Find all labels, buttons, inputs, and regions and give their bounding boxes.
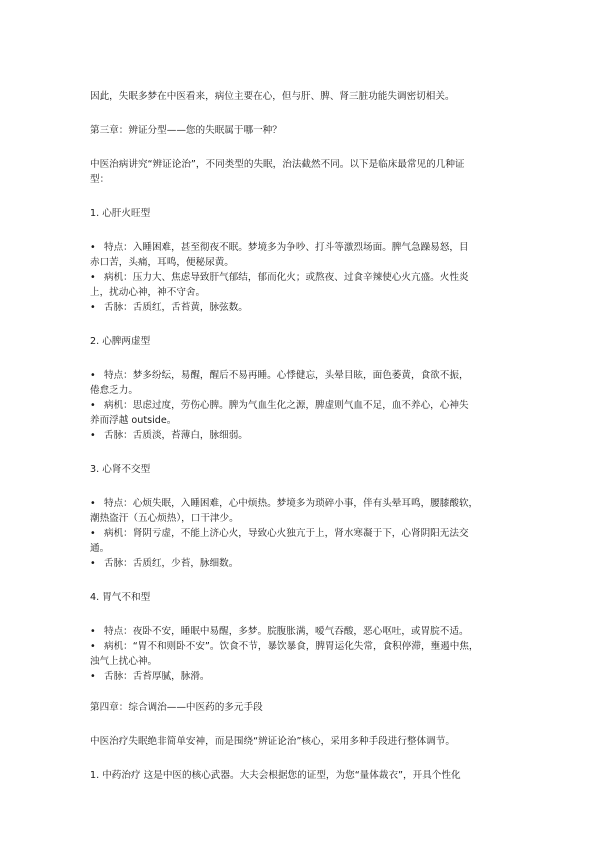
paragraph-intro: 因此，失眠多梦在中医看来，病位主要在心，但与肝、脾、肾三脏功能失调密切相关。 <box>90 91 455 102</box>
type1-feature: • 特点：入睡困难，甚至彻夜不眠。梦境多为争吵、打斗等激烈场面。脾气急躁易怒，目 <box>90 242 469 253</box>
type4-heading: 4. 胃气不和型 <box>90 592 151 603</box>
type2-tongue-pulse: • 舌脉：舌质淡，苔薄白，脉细弱。 <box>90 430 248 441</box>
document-page <box>90 89 510 783</box>
type2-pathogenesis: • 病机：思虑过度，劳伤心脾。脾为气血生化之源，脾虚则气血不足，血不养心，心神失 <box>90 400 469 411</box>
bullet-icon: • <box>90 302 96 313</box>
type2-list <box>90 368 510 443</box>
type4-pathogenesis-cont: 浊气上扰心神。 <box>90 656 158 667</box>
type3-feature: • 特点：心烦失眠，入睡困难，心中烦热。梦境多为琐碎小事，伴有头晕耳鸣，腰膝酸软， <box>90 498 479 509</box>
bullet-icon: • <box>90 626 96 637</box>
bullet-icon: • <box>90 671 96 682</box>
chapter3-intro <box>90 157 510 187</box>
type4-tongue-pulse: • 舌脉：舌苔厚腻，脉滑。 <box>90 671 210 682</box>
type3-list <box>90 496 510 571</box>
type3-feature-cont: 潮热盗汗（五心烦热），口干津少。 <box>90 513 239 524</box>
type1-tongue-pulse: • 舌脉：舌质红，舌苔黄，脉弦数。 <box>90 302 248 313</box>
bullet-icon: • <box>90 400 96 411</box>
bullet-icon: • <box>90 242 96 253</box>
type2-feature-cont: 倦怠乏力。 <box>90 385 138 396</box>
type1-list <box>90 240 510 315</box>
type2-pathogenesis-cont: 养而浮越 outside。 <box>90 415 177 426</box>
type4-pathogenesis: • 病机：“胃不和则卧不安”。饮食不节，暴饮暴食，脾胃运化失常，食积停滞，壅遏中焦， <box>90 641 479 652</box>
bullet-icon: • <box>90 498 96 509</box>
bullet-icon: • <box>90 558 96 569</box>
type2-heading: 2. 心脾两虚型 <box>90 336 151 347</box>
chapter3-intro-line-1: 中医治病讲究“辨证论治”，不同类型的失眠，治法截然不同。以下是临床最常见的几种证 <box>90 159 465 170</box>
type1-pathogenesis-cont: 上，扰动心神，神不守舍。 <box>90 287 206 298</box>
type3-tongue-pulse: • 舌脉：舌质红，少苔，脉细数。 <box>90 558 239 569</box>
type3-pathogenesis-cont: 通。 <box>90 543 110 554</box>
chapter4-intro: 中医治疗失眠绝非简单安神，而是围绕“辨证论治”核心，采用多种手段进行整体调节。 <box>90 736 455 747</box>
chapter4-heading: 第四章：综合调治——中医药的多元手段 <box>90 702 263 713</box>
chapter3-heading: 第三章：辨证分型——您的失眠属于哪一种？ <box>90 125 282 136</box>
type4-list <box>90 624 510 684</box>
type4-feature: • 特点：夜卧不安，睡眠中易醒，多梦。脘腹胀满，嗳气吞酸，恶心呕吐，或胃脘不适。 <box>90 626 469 637</box>
bullet-icon: • <box>90 528 96 539</box>
type3-heading: 3. 心肾不交型 <box>90 464 151 475</box>
type3-pathogenesis: • 病机：肾阴亏虚，不能上济心火，导致心火独亢于上，肾水寒凝于下，心肾阴阳无法交 <box>90 528 469 539</box>
type1-feature-cont: 赤口苦，头痛，耳鸣，便秘尿黄。 <box>90 257 234 268</box>
bullet-icon: • <box>90 641 96 652</box>
bullet-icon: • <box>90 370 96 381</box>
chapter3-intro-line-2: 型： <box>90 174 110 185</box>
type1-heading: 1. 心肝火旺型 <box>90 208 151 219</box>
bullet-icon: • <box>90 272 96 283</box>
type2-feature: • 特点：梦多纷纭，易醒，醒后不易再睡。心悸健忘，头晕目眩，面色萎黄，食欲不振， <box>90 370 469 381</box>
chapter4-item1: 1. 中药治疗 这是中医的核心武器。大夫会根据您的证型，为您“量体裁衣”，开具个性化 <box>90 770 461 781</box>
bullet-icon: • <box>90 430 96 441</box>
type1-pathogenesis: • 病机：压力大、焦虑导致肝气郁结，郁而化火；或熬夜、过食辛辣使心火亢盛。火性炎 <box>90 272 469 283</box>
